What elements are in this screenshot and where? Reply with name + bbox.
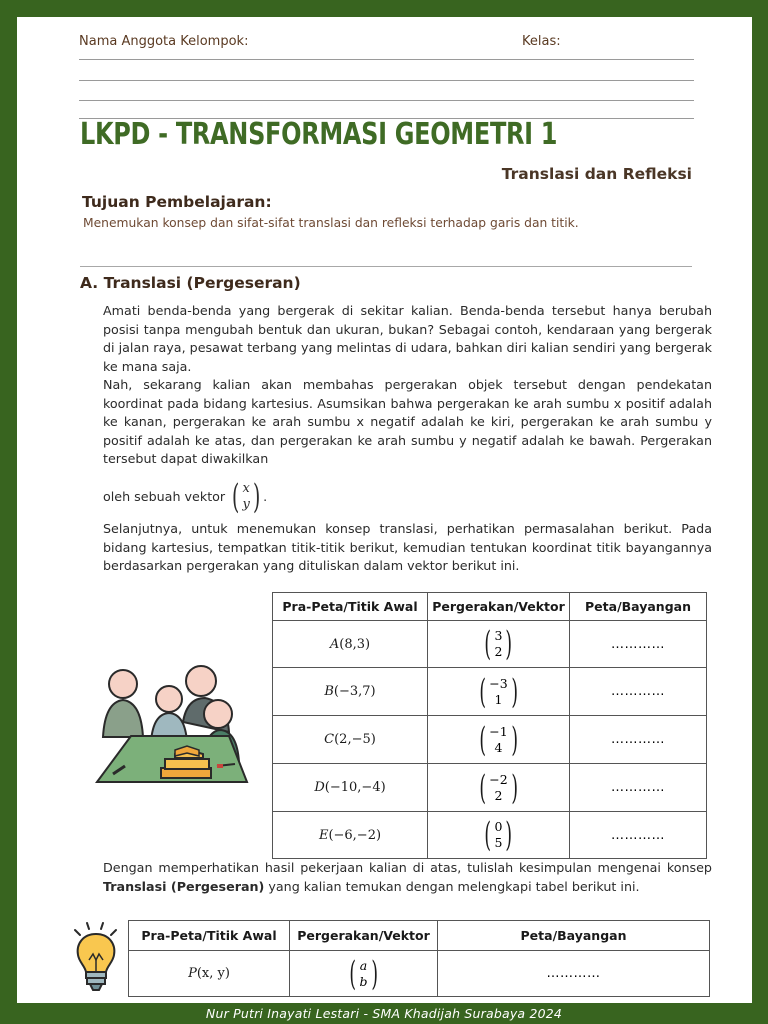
table-row [273,716,707,764]
answer-cell[interactable]: ………… [438,951,710,997]
header-pra-peta: Pra-Peta/Titik Awal [273,593,428,621]
vector-cell: ( 3 2 ) [428,621,570,668]
point-cell: E(−6,−2) [273,812,428,859]
kelas-label: Kelas: [522,34,561,49]
answer-line-2[interactable] [79,80,694,81]
answer-cell[interactable]: ………… [570,764,707,812]
table-row [273,668,707,716]
vector-cell: ( −3 1 ) [428,668,570,716]
point-cell: C(2,−5) [273,716,428,764]
answer-cell[interactable]: ………… [570,716,707,764]
table-header-row [273,593,707,621]
answer-cell[interactable]: ………… [570,812,707,859]
group-discussion-illustration [95,662,250,787]
vector-cell: ( 0 5 ) [428,812,570,859]
tujuan-heading: Tujuan Pembelajaran: [82,193,272,211]
table-row [129,951,710,997]
answer-line-3[interactable] [79,100,694,101]
vector-period: . [263,488,268,504]
table-header-row [129,921,710,951]
paragraph-4-bold: Translasi (Pergeseran) [103,878,265,894]
worksheet-page [17,17,752,1003]
vector-cell: ( −2 2 ) [428,764,570,812]
xy-vector: ( x y ) [232,477,261,517]
point-cell: A(8,3) [273,621,428,668]
paragraph-2: Nah, sekarang kalian akan membahas pergerakan objek tersebut dengan pendekatan koordinat pada bidang kartesius. Asumsikan bahwa pergerakan ke arah sumbu x positif adalah ke kanan, pergerakan ke arah sumbu x negatif adalah ke kiri, pergerakan ke arah sumbu y positif adalah ke atas, dan pergerakan ke arah sumbu y negatif adalah ke bawah. Pergerakan tersebut dapat diwakilkan [103,377,712,467]
footer-credit: Nur Putri Inayati Lestari - SMA Khadijah Surabaya 2024 [205,1006,563,1021]
header-pra-peta: Pra-Peta/Titik Awal [129,921,290,951]
tujuan-text: Menemukan konsep dan sifat-sifat translasi dan refleksi terhadap garis dan titik. [83,216,579,230]
vector-x: x [242,481,250,496]
paragraph-2-vector-line [103,477,712,517]
translation-table [272,592,707,859]
page-title: LKPD - TRANSFORMASI GEOMETRI 1 [80,117,558,152]
answer-line-1[interactable] [79,59,694,60]
answer-cell[interactable]: ………… [570,621,707,668]
vector-y: y [242,497,250,512]
paragraph-4-start: Dengan memperhatikan hasil pekerjaan kalian di atas, tulislah kesimpulan mengenai konsep [103,860,712,875]
divider [80,266,692,267]
header-pergerakan: Pergerakan/Vektor [290,921,438,951]
point-cell: P(x, y) [129,951,290,997]
paragraph-3: Selanjutnya, untuk menemukan konsep translasi, perhatikan permasalahan berikut. Pada bidang kartesius, tempatkan titik-titik berikut, kemudian tentukan koordinat titik bayangannya berdasarkan pergerakan yang dituliskan dalam vektor berikut ini. [103,521,712,574]
table-row [273,812,707,859]
page-subtitle: Translasi dan Refleksi [501,165,692,183]
vector-cell: ( a b ) [290,951,438,997]
header-peta: Peta/Bayangan [570,593,707,621]
answer-cell[interactable]: ………… [570,668,707,716]
header-peta: Peta/Bayangan [438,921,710,951]
point-cell: B(−3,7) [273,668,428,716]
conclusion-table [128,920,710,997]
section-a-heading: A. Translasi (Pergeseran) [80,274,301,292]
table-row [273,621,707,668]
header-pergerakan: Pergerakan/Vektor [428,593,570,621]
table-row [273,764,707,812]
paragraph-4-end: yang kalian temukan dengan melengkapi tabel berikut ini. [268,878,640,894]
paragraph-1: Amati benda-benda yang bergerak di sekitar kalian. Benda-benda tersebut hanya berubah posisi tanpa mengubah bentuk dan ukuran, bukan? Sebagai contoh, kendaraan yang bergerak di jalan raya, pesawat terbang yang melintas di udara, bahkan diri kalian sendiri yang bergerak ke mana saja. [103,303,712,374]
paragraph-4 [103,859,712,896]
vector-intro-text: oleh sebuah vektor [103,488,226,504]
vector-cell: ( −1 4 ) [428,716,570,764]
point-cell: D(−10,−4) [273,764,428,812]
lightbulb-icon [69,920,123,996]
nama-anggota-label: Nama Anggota Kelompok: [79,34,249,49]
